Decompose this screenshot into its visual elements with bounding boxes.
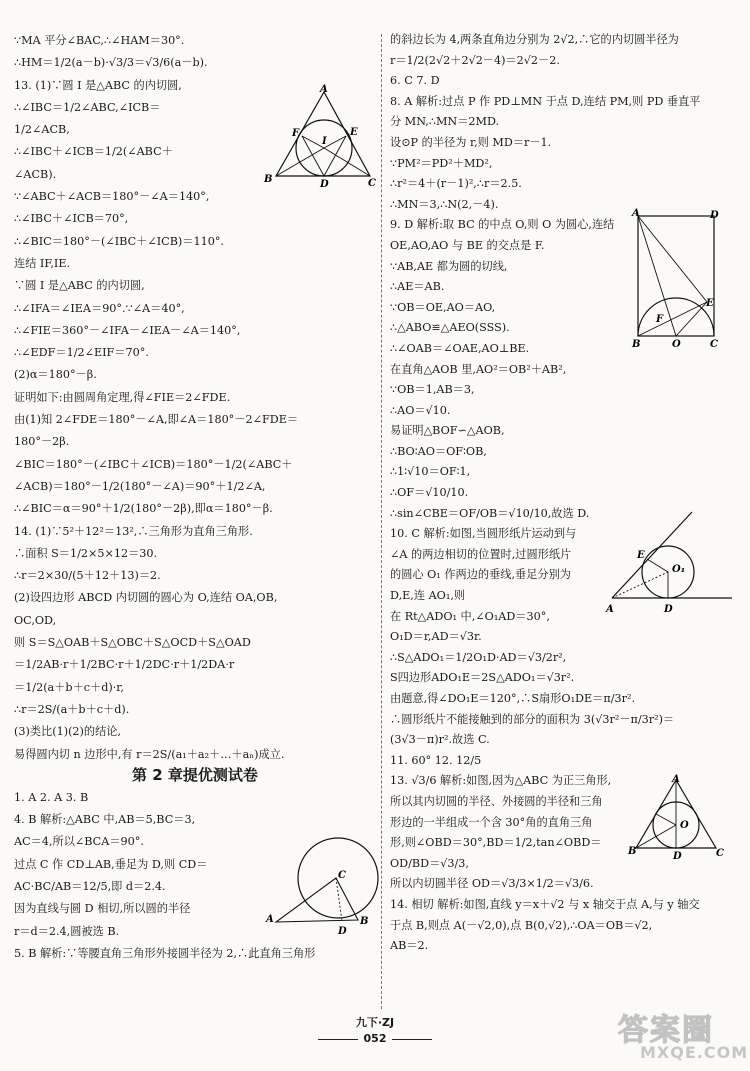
text-line: ∴S△ADO₁＝1/2O₁D·AD＝√3/2r², xyxy=(390,650,567,664)
watermark xyxy=(612,1005,749,1065)
text-line: 由(1)知 2∠FDE＝180°－∠A,即∠A＝180°－2∠FDE＝ xyxy=(14,413,299,427)
text-line: ∠ACB)＝180°－1/2(180°－∠A)＝90°＋1/2∠A, xyxy=(14,479,266,493)
label-b: B xyxy=(360,916,369,927)
text-line: 1/2∠ACB, xyxy=(14,123,70,137)
label-d: D xyxy=(320,179,329,190)
text-line: ∵AB,AE 都为圆的切线, xyxy=(390,259,508,273)
footer-rule-right xyxy=(392,1039,432,1040)
text-line: 形,则∠OBD＝30°,BD＝1/2,tan∠OBD＝ xyxy=(390,836,602,850)
text-line: 14. (1)∵5²＋12²＝13²,∴三角形为直角三角形. xyxy=(14,524,253,538)
text-line: 所以内切圆半径 OD＝√3/3×1/2＝√3/6. xyxy=(390,877,594,891)
text-line: 13. √3/6 解析:如图,因为△ABC 为正三角形, xyxy=(390,774,612,788)
text-line: AC＝4,所以∠BCA＝90°. xyxy=(14,835,144,849)
text-line: (2)设四边形 ABCD 内切圆的圆心为 O,连结 OA,OB, xyxy=(14,591,278,605)
text-line: 1. A 2. A 3. B xyxy=(14,790,89,804)
text-line: (2)α＝180°－β. xyxy=(14,368,97,382)
figure-equilateral-incircle xyxy=(628,776,724,860)
text-line: ∵圆 I 是△ABC 的内切圆, xyxy=(14,279,145,293)
text-line: ∴∠EDF＝1/2∠EIF＝70°. xyxy=(14,346,149,360)
label-d: D xyxy=(673,851,682,862)
text-line: ∠A 的两边相切的位置时,过圆形纸片 xyxy=(390,547,572,561)
text-line: 的圆心 O₁ 作两边的垂线,垂足分别为 xyxy=(390,568,571,582)
text-line: ∵∠ABC＋∠ACB＝180°－∠A＝140°, xyxy=(14,190,210,204)
label-b: B xyxy=(264,174,273,185)
label-c: C xyxy=(338,870,346,881)
text-line: 在直角△AOB 里,AO²＝OB²＋AB², xyxy=(390,362,567,376)
text-line: 11. 60° 12. 12/5 xyxy=(390,753,482,767)
watermark-logo-text: 答案圈 xyxy=(618,1013,714,1048)
text-line: S四边形ADO₁E＝2S△ADO₁＝√3r². xyxy=(390,671,575,685)
text-line: r＝d＝2.4,圆被选 B. xyxy=(14,924,120,938)
text-line: ∴∠FIE＝360°－∠IFA－∠IEA－∠A＝140°, xyxy=(14,323,241,337)
column-divider xyxy=(381,34,382,1009)
text-line: ＝1/2AB·r＋1/2BC·r＋1/2DC·r＋1/2DA·r xyxy=(14,658,235,672)
text-line: 易得圆内切 n 边形中,有 r＝2S/(a₁＋a₂＋…＋aₙ)成立. xyxy=(14,747,285,761)
text-line: ∴HM＝1/2(a－b)·√3/3＝√3/6(a－b). xyxy=(14,56,208,70)
text-line: ∵MA 平分∠BAC,∴∠HAM＝30°. xyxy=(14,34,185,47)
figure-circle-right-triangle xyxy=(266,836,378,936)
text-line: 14. 相切 解析:如图,直线 y＝x＋√2 与 x 轴交于点 A,与 y 轴交 xyxy=(390,897,700,911)
text-line: r＝1/2(2√2＋2√2－4)＝2√2－2. xyxy=(390,53,560,67)
text-line: ∴AO＝√10. xyxy=(390,403,451,417)
text-line: 的斜边长为 4,两条直角边分别为 2√2,∴它的内切圆半径为 xyxy=(390,33,679,46)
label-e: E xyxy=(350,127,358,138)
text-line: AB＝2. xyxy=(390,939,429,953)
text-line: ∵OB＝1,AB＝3, xyxy=(390,383,475,397)
text-line: 由题意,得∠DO₁E＝120°,∴S扇形O₁DE＝π/3r². xyxy=(390,692,636,705)
text-line: ∴r＝2×30/(5＋12＋13)＝2. xyxy=(14,569,161,583)
book-code: 九下·ZJ xyxy=(355,1016,395,1029)
label-a: A xyxy=(672,774,680,785)
label-b: B xyxy=(628,846,637,857)
text-line: ∴面积 S＝1/2×5×12＝30. xyxy=(14,546,158,560)
text-line: 连结 IF,IE. xyxy=(14,256,71,270)
text-line: 因为直线与圆 D 相切,所以圆的半径 xyxy=(14,902,191,916)
text-line: ∴AE＝AB. xyxy=(390,280,445,294)
text-line: ∴r＝2S/(a＋b＋c＋d). xyxy=(14,702,130,716)
label-f: F xyxy=(656,314,664,325)
text-line: 形边的一半组成一个含 30°角的直角三角 xyxy=(390,815,593,829)
text-line: OD/BD＝√3/3, xyxy=(390,856,469,870)
text-line: 易证明△BOF∽△AOB, xyxy=(390,424,505,438)
figure-square-semicircle xyxy=(630,208,722,348)
text-line: O₁D＝r,AD＝√3r. xyxy=(390,630,482,644)
text-line: AC·BC/AB＝12/5,即 d＝2.4. xyxy=(14,879,166,893)
label-e: E xyxy=(637,550,645,561)
text-line: 5. B 解析:∵等腰直角三角形外接圆半径为 2,∴此直角三角形 xyxy=(14,946,316,960)
text-line: (3√3－π)r².故选 C. xyxy=(390,733,490,747)
footer-rule-left xyxy=(318,1039,358,1040)
text-line: ∴r²＝4＋(r－1)²,∴r＝2.5. xyxy=(390,177,522,191)
text-line: OE,AO,AO 与 BE 的交点是 F. xyxy=(390,238,545,252)
label-o: O xyxy=(680,820,689,831)
text-line: ∴∠IBC＋∠ICB＝70°, xyxy=(14,212,129,226)
text-line: ∴1∶√10＝OF∶1, xyxy=(390,465,471,479)
text-line: 13. (1)∵圆 I 是△ABC 的内切圆, xyxy=(14,78,182,92)
text-line: 10. C 解析:如图,当圆形纸片运动到与 xyxy=(390,527,577,541)
text-line: 所以其内切圆的半径、外接圆的半径和三角 xyxy=(390,794,603,808)
label-a: A xyxy=(320,84,328,95)
figure-triangle-incircle xyxy=(262,86,378,190)
text-line: ∴∠OAB＝∠OAE,AO⊥BE. xyxy=(390,341,530,355)
text-line: 在 Rt△ADO₁ 中,∠O₁AD＝30°, xyxy=(390,609,550,623)
label-f: F xyxy=(292,128,300,139)
text-line: 8. A 解析:过点 P 作 PD⊥MN 于点 D,连结 PM,则 PD 垂直平 xyxy=(390,94,701,108)
label-a: A xyxy=(266,914,274,925)
text-line: 6. C 7. D xyxy=(390,74,440,88)
text-line: 分 MN,∴MN＝2MD. xyxy=(390,115,500,129)
text-line: 4. B 解析:△ABC 中,AB＝5,BC＝3, xyxy=(14,813,196,827)
label-a: A xyxy=(632,208,640,219)
label-d: D xyxy=(664,604,673,615)
label-b: B xyxy=(632,339,641,350)
label-o: O xyxy=(672,339,681,350)
label-d: D xyxy=(710,210,719,221)
text-line: ∴MN＝3,∴N(2,－4). xyxy=(390,197,499,211)
page-number: 052 xyxy=(363,1032,387,1045)
text-line: ∠BIC＝180°－(∠IBC＋∠ICB)＝180°－1/2(∠ABC＋ xyxy=(14,457,293,471)
text-line: ∴BO∶AO＝OF∶OB, xyxy=(390,444,487,458)
text-line: (3)类比(1)(2)的结论, xyxy=(14,725,122,739)
text-line: 180°－2β. xyxy=(14,435,70,449)
text-line: ∴OF＝√10/10. xyxy=(390,486,469,500)
text-line: 9. D 解析:取 BC 的中点 O,则 O 为圆心,连结 xyxy=(390,218,615,232)
label-a: A xyxy=(606,604,614,615)
text-line: ∴圆形纸片不能接触到的部分的面积为 3(√3r²－π/3r²)＝ xyxy=(390,712,675,726)
label-e: E xyxy=(706,298,714,309)
figure-angle-circle xyxy=(606,506,740,618)
text-line: ∠ACB). xyxy=(14,167,57,181)
text-line: 证明如下:由圆周角定理,得∠FIE＝2∠FDE. xyxy=(14,390,231,404)
label-d: D xyxy=(338,926,347,937)
label-c: C xyxy=(368,178,376,189)
text-line: ∵OB＝OE,AO＝AO, xyxy=(390,300,496,314)
label-o1: O₁ xyxy=(672,564,686,575)
text-line: ∴sin∠CBE＝OF/OB＝√10/10,故选 D. xyxy=(390,506,590,520)
label-i: I xyxy=(322,136,327,147)
text-line: OC,OD, xyxy=(14,613,57,627)
text-line: D,E,连 AO₁,则 xyxy=(390,589,466,603)
text-line: 设⊙P 的半径为 r,则 MD＝r－1. xyxy=(390,135,552,149)
section-title: 第 2 章提优测试卷 xyxy=(132,765,258,784)
text-line: 则 S＝S△OAB＋S△OBC＋S△OCD＋S△OAD xyxy=(14,636,251,650)
text-line: 于点 B,则点 A(－√2,0),点 B(0,√2),∴OA＝OB＝√2, xyxy=(390,918,653,932)
text-line: ＝1/2(a＋b＋c＋d)·r, xyxy=(14,680,124,694)
text-line: ∴△ABO≌△AEO(SSS). xyxy=(390,321,510,335)
text-line: ∴∠BIC＝α＝90°＋1/2(180°－2β),即α＝180°－β. xyxy=(14,502,273,516)
watermark-url: MXQE.COM xyxy=(640,1043,749,1062)
label-c: C xyxy=(716,848,724,859)
text-line: ∴∠IBC＝1/2∠ABC,∠ICB＝ xyxy=(14,100,161,114)
text-line: ∵PM²＝PD²＋MD², xyxy=(390,156,493,170)
text-line: 过点 C 作 CD⊥AB,垂足为 D,则 CD＝ xyxy=(14,857,208,871)
text-line: ∴∠BIC＝180°－(∠IBC＋∠ICB)＝110°. xyxy=(14,234,224,248)
text-line: ∴∠IFA＝∠IEA＝90°.∵∠A＝40°, xyxy=(14,301,185,315)
text-line: ∴∠IBC＋∠ICB＝1/2(∠ABC＋ xyxy=(14,145,173,159)
label-c: C xyxy=(710,339,718,350)
